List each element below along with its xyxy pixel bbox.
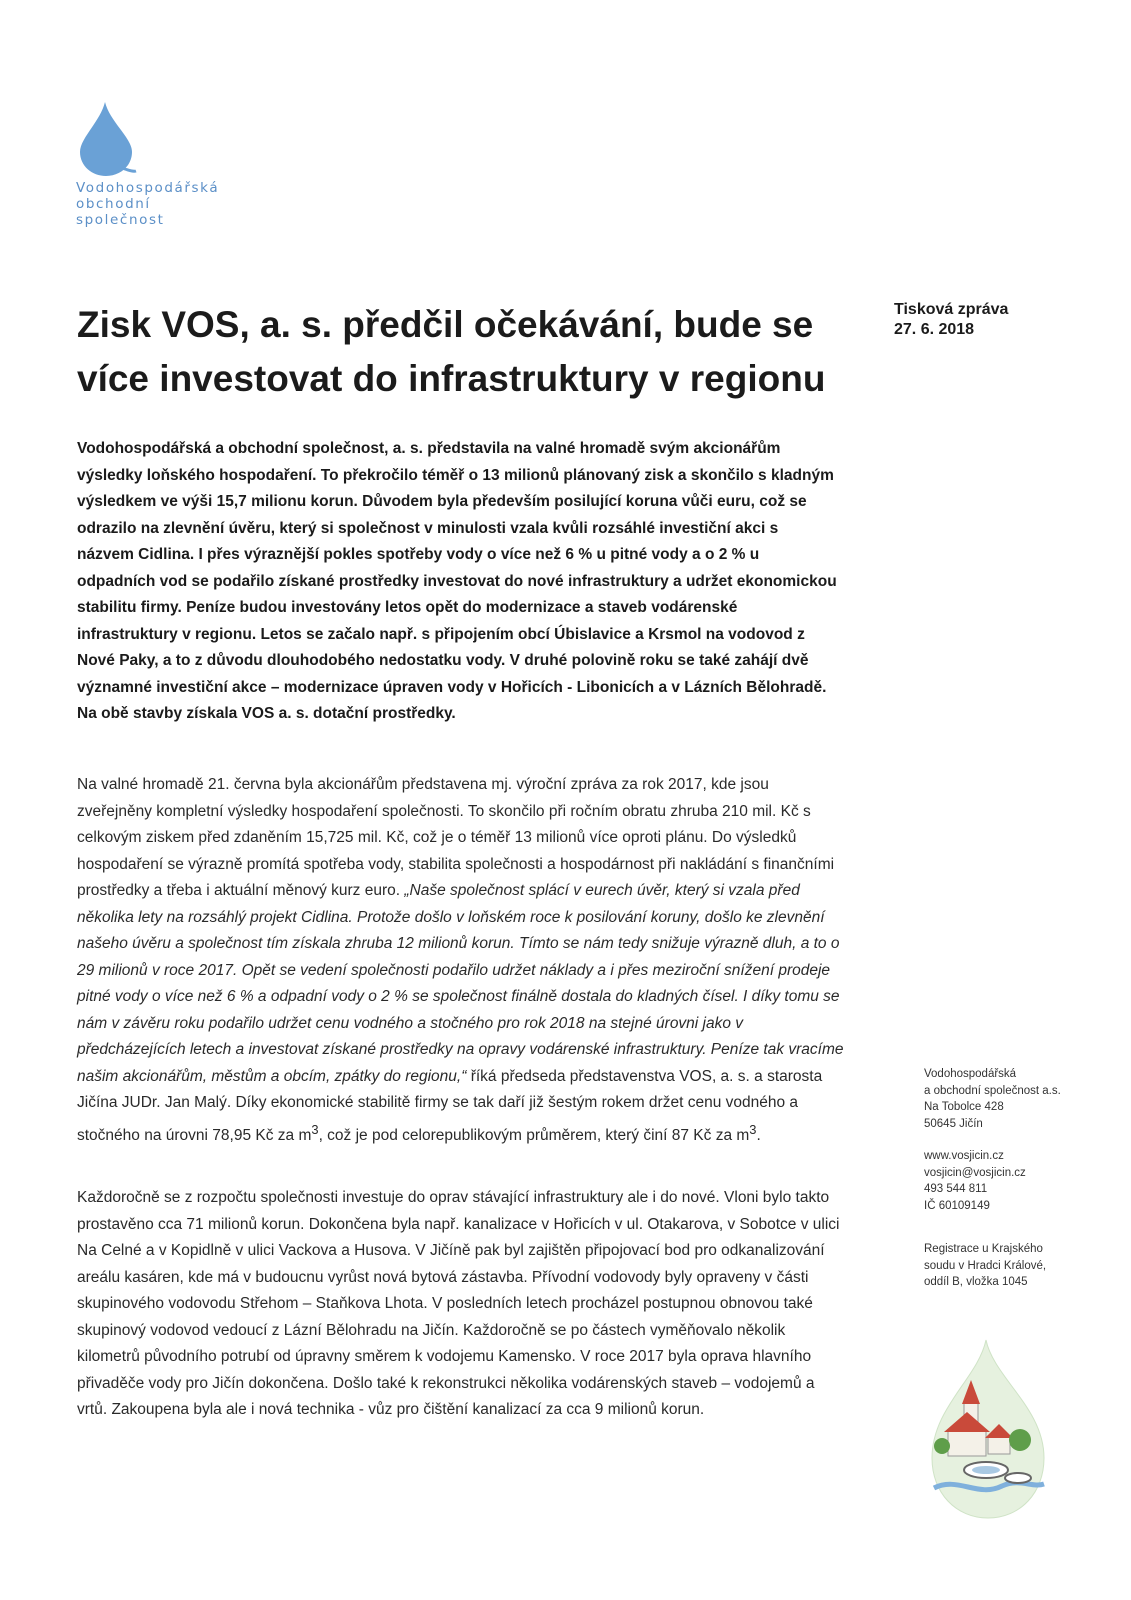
paragraph-outro: říká předseda představenstva VOS, a. s. a starosta Jičína JUDr. Jan Malý. Díky ekonomické stabilitě firmy se tak daří již šestým rokem držet cenu vodného a stočného na úrovni 78,95 Kč za m xyxy=(77,1067,823,1144)
address-line: 50645 Jičín xyxy=(924,1117,983,1130)
website-link[interactable]: www.vosjicin.cz xyxy=(924,1150,1004,1162)
body-paragraph-2: Každoročně se z rozpočtu společnosti investuje do oprav stávající infrastruktury ale i do nové. Vloni bylo takto prostavěno cca 71 milionů korun. Dokončena byla např. kanalizace v Hořicích v ul. Otakarova, v Sobotce v ulici Na Celné a v Kopidlně v ulici Vackova a Husova. V Jičíně pak byl zajištěn připojovací bod pro odkanalizování areálu kasáren, kde má v budoucnu vyrůst nová bytová zástavba. Přívodní vodovody byly opraveny v části skupinového vodovodu Střehom – Staňkova Lhota. V posledních letech procházel postupnou obnovou také skupinový vodovod vedoucí z Lázní Bělohradu na Jičín. Každoročně se po částech vyměňovalo několik kilometrů původního potrubí od úpravny směrem k vodojemu Kamensko. V roce 2017 byla oprava hlavního přivaděče vody pro Jičín dokončena. Došlo také k rekonstrukci několika vodárenských staveb – vodojemů a vrtů. Zakoupena byla ale i nová technika - vůz pro čištění kanalizací za cca 9 milionů korun. xyxy=(77,1189,840,1418)
lead-paragraph: Vodohospodářská a obchodní společnost, a. s. představila na valné hromadě svým akcionářům výsledky loňského hospodaření. To překročilo téměř o 13 milionů plánovaný zisk a skončilo s kladným výsledkem ve výši 15,7 milionu korun. Důvodem byla především posilující koruna vůči euru, což se odrazilo na zlevnění úvěru, který si společnost v minulosti vzala kvůli rozsáhlé investiční akci s názvem Cidlina. I přes výraznější pokles spotřeby vody o více než 6 % u pitné vody a o 2 % u odpadních vod se podařilo získané prostředky investovat do nové infrastruktury a udržet ekonomickou stabilitu firmy. Peníze budou investovány letos opět do modernizace a staveb vodárenské infrastruktury v regionu. Letos se začalo např. s připojením obcí Úbislavice a Krsmol na vodovod z Nové Paky, a to z důvodu dlouhodobého nedostatku vody. V druhé polovině roku se také zahájí dvě významné investiční akce – modernizace úpraven vody v Hořicích - Libonicích a v Lázních Bělohradě. Na obě stavby získala VOS a. s. dotační prostředky. xyxy=(77,440,837,722)
company-contact xyxy=(924,1148,1026,1214)
logo-text-line2: obchodní xyxy=(76,196,151,212)
address-line: Na Tobolce 428 xyxy=(924,1101,1004,1113)
paragraph-outro-3: . xyxy=(756,1126,761,1144)
paragraph-intro: Na valné hromadě 21. června byla akcionářům představena mj. výroční zpráva za rok 2017, kde jsou zveřejněny kompletní výsledky hospodaření společnosti. To skončilo při ročním obratu zhruba 210 mil. Kč s celkovým ziskem před zdaněním 15,725 mil. Kč, což je o téměř 13 milionů více oproti plánu. Do výsledků hospodaření se výrazně promítá spotřeba vody, stabilita společnosti a hospodárnost při nakládání s finančními prostředky a třeba i aktuální měnový kurz euro. xyxy=(77,776,835,899)
chairman-quote: „Naše společnost splácí v eurech úvěr, který si vzala před několika lety na rozsáhlý projekt Cidlina. Protože došlo v loňském roce k posilování koruny, došlo ke zlevnění našeho úvěru a společnost tím získala zhruba 12 milionů korun. Tímto se nám tedy snižuje výrazně dluh, a to o 29 milionů v roce 2017. Opět se vedení společnosti podařilo udržet náklady a i přes meziroční snížení prodeje pitné vody o více než 6 % a odpadní vody o 2 % se společnost finálně dostala do kladných čísel. I díky tomu se nám v závěru roku podařilo udržet cenu vodného a stočného pro rok 2018 na stejné úrovni jako v předcházejících letech a investovat získané prostředky na opravy vodárenské infrastruktury. Peníze tak vracíme našim akcionářům, městům a obcím, zpátky do regionu,“ xyxy=(77,882,844,1085)
cubic-superscript-2: 3 xyxy=(749,1121,757,1137)
release-date: 27. 6. 2018 xyxy=(894,321,975,338)
water-drop-icon xyxy=(76,100,138,178)
press-release-meta xyxy=(894,300,1008,340)
address-line: a obchodní společnost a.s. xyxy=(924,1084,1061,1097)
paragraph-outro-2: , což je pod celorepublikovým průměrem, který činí 87 Kč za m xyxy=(318,1126,750,1144)
company-logo xyxy=(76,100,220,228)
company-address xyxy=(924,1066,1061,1132)
document-type: Tisková zpráva xyxy=(894,301,1009,318)
registration-line: Registrace u Krajského xyxy=(924,1243,1043,1255)
body-paragraph-1 xyxy=(77,772,847,1149)
phone-number: 493 544 811 xyxy=(924,1183,988,1195)
page-title: Zisk VOS, a. s. předčil očekávání, bude se více investovat do infrastruktury v regionu xyxy=(77,304,826,399)
logo-text-line3: společnost xyxy=(76,212,165,228)
registration-line: soudu v Hradci Králové, xyxy=(924,1259,1047,1272)
company-registration xyxy=(924,1241,1046,1291)
address-line: Vodohospodářská xyxy=(924,1068,1017,1080)
logo-text-line1: Vodohospodářská xyxy=(76,180,220,196)
company-id: IČ 60109149 xyxy=(924,1199,990,1212)
registration-line: oddíl B, vložka 1045 xyxy=(924,1276,1028,1288)
drop-village-illustration-icon xyxy=(928,1338,1048,1528)
email-link[interactable]: vosjicin@vosjicin.cz xyxy=(924,1166,1026,1179)
cubic-superscript-1: 3 xyxy=(311,1121,319,1137)
